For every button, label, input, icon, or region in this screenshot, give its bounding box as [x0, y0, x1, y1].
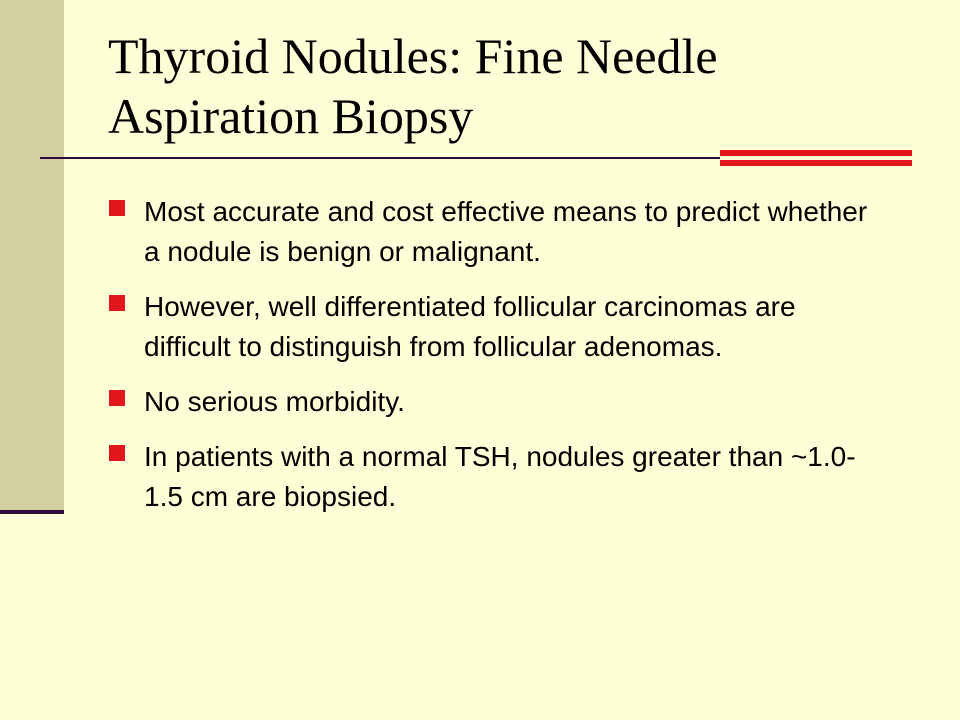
square-bullet-icon [109, 295, 125, 311]
bullet-text: Most accurate and cost effective means to predict whether a nodule is benign or malignant. [144, 196, 868, 267]
accent-stripe-top [720, 150, 912, 156]
left-decorative-bar [0, 0, 64, 512]
bullet-list [108, 192, 868, 532]
slide-title: Thyroid Nodules: Fine Needle Aspiration Biopsy [108, 28, 718, 144]
square-bullet-icon [109, 445, 125, 461]
accent-stripe-bottom [720, 160, 912, 166]
bullet-item [108, 437, 868, 517]
bullet-item [108, 382, 868, 422]
bullet-text: In patients with a normal TSH, nodules greater than ~1.0-1.5 cm are biopsied. [144, 441, 856, 512]
square-bullet-icon [109, 200, 125, 216]
bullet-text: No serious morbidity. [144, 386, 405, 417]
bullet-text: However, well differentiated follicular carcinomas are difficult to distinguish from follicular adenomas. [144, 291, 796, 362]
bullet-item [108, 192, 868, 272]
square-bullet-icon [109, 390, 125, 406]
title-divider-line [40, 157, 720, 159]
left-bar-underline [0, 510, 64, 514]
bullet-item [108, 287, 868, 367]
